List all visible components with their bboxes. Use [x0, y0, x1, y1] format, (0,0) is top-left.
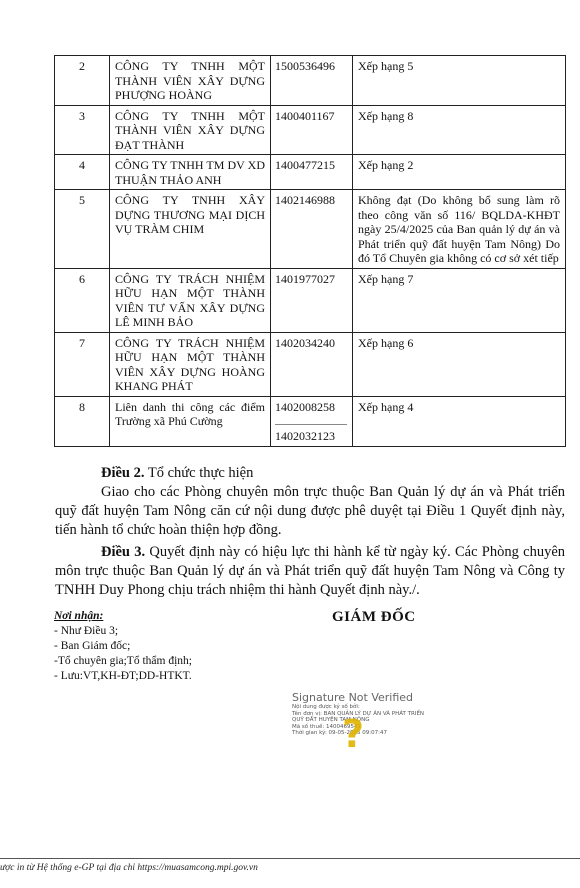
row-number: 8: [55, 396, 110, 446]
evaluation-result: Xếp hạng 6: [353, 332, 566, 396]
company-name: CÔNG TY TNHH MỘT THÀNH VIÊN XÂY DỰNG ĐẠT THÀNH: [110, 105, 271, 155]
recipients-heading: Nơi nhận:: [54, 610, 104, 622]
footer-divider: [0, 858, 580, 859]
digital-signature: [292, 691, 462, 737]
company-name: CÔNG TY TRÁCH NHIỆM HỮU HẠN MỘT THÀNH VIÊN XÂY DỰNG HOÀNG KHANG PHÁT: [110, 332, 271, 396]
company-name: Liên danh thi công các điểm Trường xã Phú Cường: [110, 396, 271, 446]
row-number: 7: [55, 332, 110, 396]
evaluation-result: Xếp hạng 2: [353, 155, 566, 190]
signature-line: QUỸ ĐẤT HUYỆN TAM NÔNG: [292, 717, 370, 723]
article-2: [55, 464, 565, 540]
recipient-item: - Như Điều 3;: [54, 625, 119, 637]
table-row: [55, 155, 566, 190]
signature-line: Mã số thuế: 1400469541: [292, 723, 361, 730]
article-3: [55, 543, 565, 600]
tax-code: 1402034240: [271, 332, 353, 396]
company-name: CÔNG TY TNHH MỘT THÀNH VIÊN XÂY DỰNG PHƯỢNG HOÀNG: [110, 56, 271, 106]
row-number: 5: [55, 190, 110, 269]
tax-code: 1400401167: [271, 105, 353, 155]
evaluation-result: Xếp hạng 8: [353, 105, 566, 155]
signature-line: Nội dung được ký số bởi:: [292, 704, 360, 710]
tax-code: 1401977027: [271, 268, 353, 332]
tax-code-secondary: 1402032123: [275, 424, 347, 444]
signature-line: Thời gian ký: 09-05-2025 09:07:47: [292, 730, 387, 736]
results-table: [54, 55, 566, 447]
company-name: CÔNG TY TNHH XÂY DỰNG THƯƠNG MẠI DỊCH VỤ TRÀM CHIM: [110, 190, 271, 269]
article-3-title: Điều 3.: [101, 544, 146, 560]
recipients-block: [54, 609, 192, 684]
company-name: CÔNG TY TNHH TM DV XD THUẬN THẢO ANH: [110, 155, 271, 190]
tax-code: 1402146988: [271, 190, 353, 269]
signature-status: Signature Not Verified: [292, 691, 414, 704]
evaluation-result: Không đạt (Do không bổ sung làm rõ theo công văn số 116/ BQLDA-KHĐT ngày 25/4/2025 của Ban quản lý dự án và Phát triển quỹ đất huyện Tam Nông) Do đó Tổ Chuyên gia không có cơ sở xét tiếp: [353, 190, 566, 269]
director-title: GIÁM ĐỐC: [332, 609, 416, 625]
table-row: [55, 105, 566, 155]
company-name: CÔNG TY TRÁCH NHIỆM HỮU HẠN MỘT THÀNH VIÊN TƯ VẤN XÂY DỰNG LÊ MINH BẢO: [110, 268, 271, 332]
article-2-body: Giao cho các Phòng chuyên môn trực thuộc Ban Quản lý dự án và Phát triển quỹ đất huyện Tam Nông căn cứ nội dung được phê duyệt tại Điều 1 Quyết định này, tiến hành tổ chức hoàn thiện hợp đồng.: [55, 484, 565, 538]
recipient-item: - Lưu:VT,KH-ĐT;DD-HTKT.: [54, 670, 192, 682]
row-number: 2: [55, 56, 110, 106]
recipient-item: - Ban Giám đốc;: [54, 640, 131, 652]
recipient-item: -Tổ chuyên gia;Tổ thẩm định;: [54, 655, 192, 667]
article-2-heading: Tổ chức thực hiện: [144, 465, 254, 481]
row-number: 6: [55, 268, 110, 332]
row-number: 4: [55, 155, 110, 190]
article-2-title: Điều 2.: [101, 465, 145, 481]
evaluation-result: Xếp hạng 5: [353, 56, 566, 106]
table-row: [55, 56, 566, 106]
article-3-body: Quyết định này có hiệu lực thi hành kể từ ngày ký. Các Phòng chuyên môn trực thuộc Ban Quản lý dự án và Phát triển quỹ đất huyện Tam Nông và Công ty TNHH Duy Phong chịu trách nhiệm thi hành Quyết định này./.: [55, 544, 566, 598]
table-row: [55, 396, 566, 446]
evaluation-result: Xếp hạng 4: [353, 396, 566, 446]
table-row: [55, 190, 566, 269]
table-row: [55, 332, 566, 396]
evaluation-result: Xếp hạng 7: [353, 268, 566, 332]
tax-code: 1500536496: [271, 56, 353, 106]
row-number: 3: [55, 105, 110, 155]
footer-text: ược in từ Hệ thống e-GP tại địa chỉ https://muasamcong.mpi.gov.vn: [0, 863, 258, 873]
table-row: [55, 268, 566, 332]
tax-code: 1402008258 1402032123: [271, 396, 353, 446]
tax-code: 1400477215: [271, 155, 353, 190]
question-mark-icon: ?: [342, 712, 365, 756]
signature-line: Tên đơn vị: BAN QUẢN LÝ DỰ ÁN VÀ PHÁT TRIỂN: [292, 710, 425, 717]
